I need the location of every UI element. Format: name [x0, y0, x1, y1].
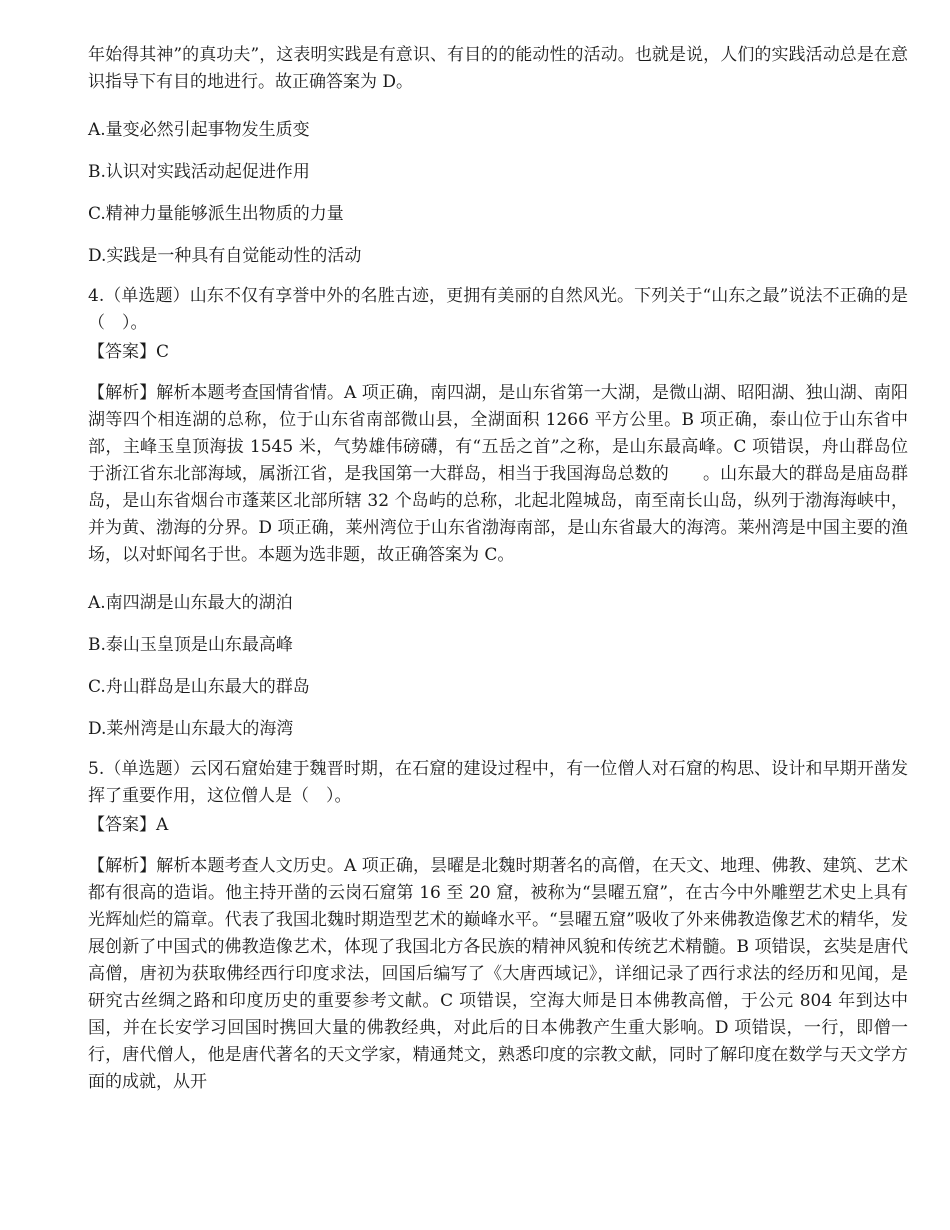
q4-option-c: C.舟山群岛是山东最大的群岛	[88, 677, 310, 697]
q3-option-d: D.实践是一种具有自觉能动性的活动	[88, 246, 362, 266]
q5-stem: 5.（单选题）云冈石窟始建于魏晋时期，在石窟的建设过程中，有一位僧人对石窟的构思、设计和早期开凿发挥了重要作用，这位僧人是（ ）。	[88, 759, 908, 806]
q4-option-a: A.南四湖是山东最大的湖泊	[88, 593, 293, 613]
q4-analysis: 【解析】解析本题考查国情省情。A 项正确，南四湖，是山东省第一大湖，是微山湖、昭阳湖、独山湖、南阳湖等四个相连湖的总称，位于山东省南部微山县，全湖面积 1266 平方公里。B 项正确，泰山位于山东省中部，主峰玉皇顶海拔 1545 米，气势雄伟磅礴，有“五岳之首”之称，是山东最高峰。C 项错误，舟山群岛位于浙江省东北部海域，属浙江省，是我国第一大群岛，相当于我国海岛总数的 。山东最大的群岛是庙岛群岛，是山东省烟台市蓬莱区北部所辖 32 个岛屿的总称，北起北隍城岛，南至南长山岛，纵列于渤海海峡中，并为黄、渤海的分界。D 项正确，莱州湾位于山东省渤海南部，是山东省最大的海湾。莱州湾是中国主要的渔场，以对虾闻名于世。本题为选非题，故正确答案为 C。	[88, 383, 908, 565]
document-page	[88, 42, 908, 1096]
q3-option-b: B.认识对实践活动起促进作用	[88, 162, 310, 182]
q3-options	[88, 117, 908, 270]
q5-analysis: 【解析】解析本题考查人文历史。A 项正确，昙曜是北魏时期著名的高僧，在天文、地理、佛教、建筑、艺术都有很高的造诣。他主持开凿的云岗石窟第 16 至 20 窟，被称为“昙曜五窟”，在古今中外雕塑艺术史上具有光辉灿烂的篇章。代表了我国北魏时期造型艺术的巅峰水平。“昙曜五窟”吸收了外来佛教造像艺术的精华，发展创新了中国式的佛教造像艺术，体现了我国北方各民族的精神风貌和传统艺术精髓。B 项错误，玄奘是唐代高僧，唐初为获取佛经西行印度求法，回国后编写了《大唐西域记》，详细记录了西行求法的经历和见闻，是研究古丝绸之路和印度历史的重要参考文献。C 项错误，空海大师是日本佛教高僧，于公元 804 年到达中国，并在长安学习回国时携回大量的佛教经典，对此后的日本佛教产生重大影响。D 项错误，一行，即僧一行，唐代僧人，他是唐代著名的天文学家，精通梵文，熟悉印度的宗教文献，同时了解印度在数学与天文学方面的成就，从开	[88, 856, 908, 1092]
q4-option-b: B.泰山玉皇顶是山东最高峰	[88, 635, 293, 655]
q4-stem: 4.（单选题）山东不仅有享誉中外的名胜古迹，更拥有美丽的自然风光。下列关于“山东之最”说法不正确的是（ ）。	[88, 286, 908, 333]
intro-paragraph: 年始得其神”的真功夫”，这表明实践是有意识、有目的的能动性的活动。也就是说，人们的实践活动总是在意识指导下有目的地进行。故正确答案为 D。	[88, 45, 908, 92]
q4-options	[88, 590, 908, 743]
q3-option-a: A.量变必然引起事物发生质变	[88, 120, 310, 140]
q4-option-d: D.莱州湾是山东最大的海湾	[88, 719, 294, 739]
q4-answer: 【答案】C	[88, 342, 170, 362]
q5-answer: 【答案】A	[88, 815, 169, 835]
q3-option-c: C.精神力量能够派生出物质的力量	[88, 204, 344, 224]
